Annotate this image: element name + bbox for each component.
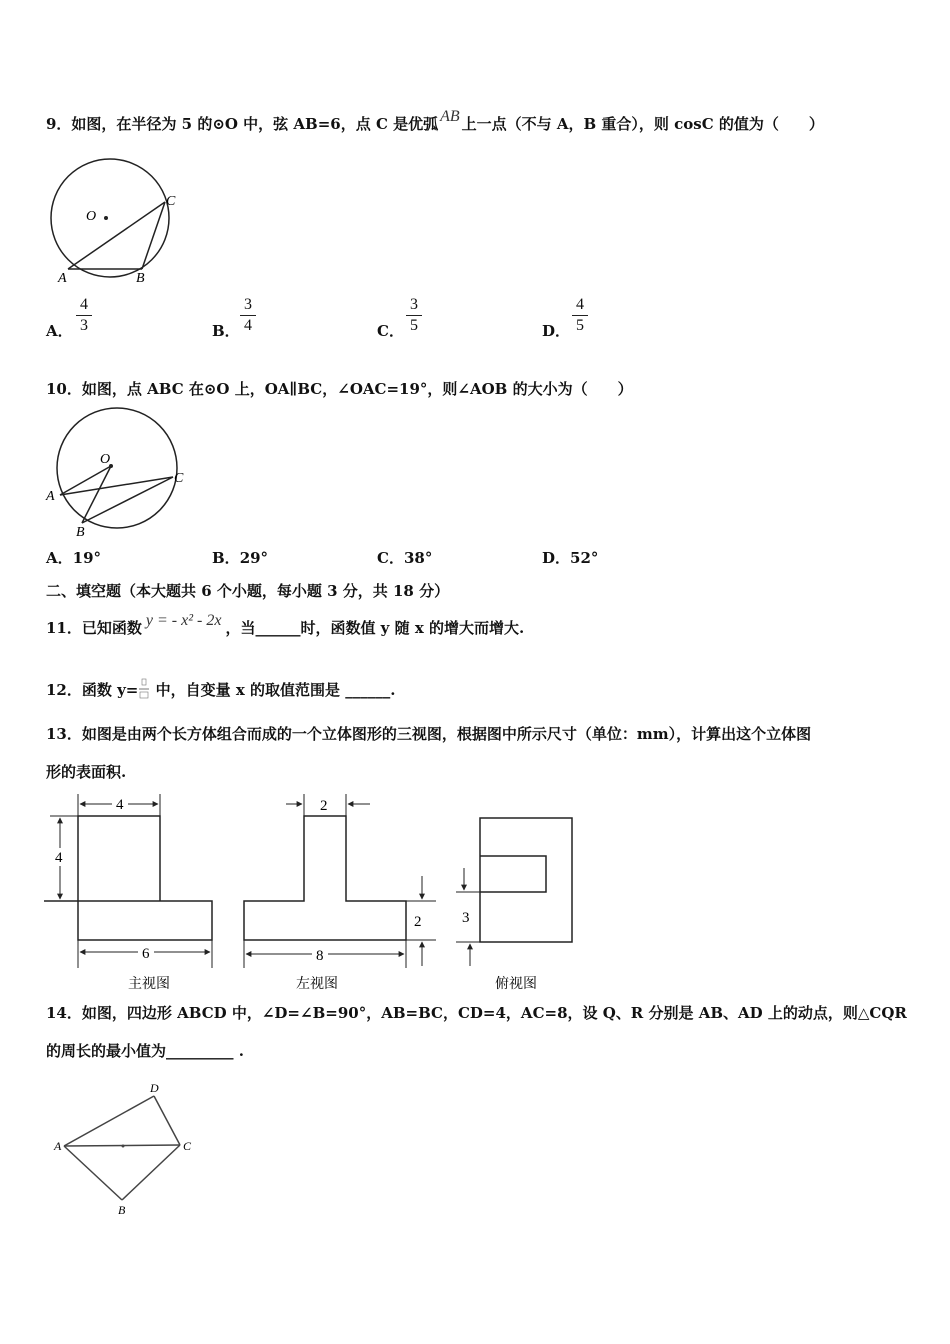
- q9-option-d-letter[interactable]: D．: [542, 322, 571, 340]
- q13-top-view: [456, 818, 572, 992]
- q12-stem-post: 中，自变量 x 的取值范围是 ______.: [150, 681, 396, 699]
- q10-option-b-value: 29°: [239, 549, 269, 567]
- q13-side-dim-bottom: 8: [316, 948, 324, 964]
- q14-label-a: A: [54, 1139, 62, 1153]
- q13-side-view: [244, 794, 436, 992]
- q13-front-dim-top: 4: [116, 797, 124, 813]
- q9-option-d-num: 4: [576, 296, 584, 313]
- q9-stem: [46, 108, 824, 135]
- q9-center-dot: [104, 216, 108, 220]
- q9-label-o: O: [86, 209, 97, 224]
- q9-label-b: B: [136, 271, 145, 286]
- q11-stem-pre: 11．已知函数: [46, 619, 142, 637]
- q14-midpoint-dot: [122, 1145, 125, 1148]
- q9-option-a-letter[interactable]: A．: [46, 322, 73, 340]
- q10-option-a-letter: A．: [46, 549, 73, 567]
- q10-label-a: A: [46, 489, 55, 504]
- q14-segment-ab: [64, 1146, 122, 1200]
- q12-formula-image: [138, 677, 150, 701]
- q9-circle: [51, 159, 169, 277]
- q13-front-dim-left: 4: [55, 850, 63, 866]
- q10-option-b[interactable]: [212, 547, 268, 568]
- q13-stem-line1: 13．如图是由两个长方体组合而成的一个立体图形的三视图，根据图中所示尺寸（单位：mm），计算出这个立体图: [46, 725, 812, 743]
- q9-chord-ac: [68, 202, 165, 269]
- q13-front-caption: 主视图: [128, 976, 170, 992]
- q10-label-b: B: [76, 525, 85, 538]
- q10-stem: 10．如图，点 ABC 在⊙O 上，OA∥BC，∠OAC=19°，则∠AOB 的大小为（ ）: [46, 380, 633, 398]
- q13-front-dim-bottom: 6: [142, 946, 150, 962]
- section-2-heading: 二、填空题（本大题共 6 个小题，每小题 3 分，共 18 分）: [46, 582, 450, 600]
- q13-front-view: [44, 794, 212, 992]
- q9-option-c-fraction[interactable]: [406, 296, 422, 335]
- q14-stem-line2: 的周长的最小值为_________ .: [46, 1042, 244, 1060]
- q10-option-a-value: 19°: [72, 549, 102, 567]
- q9-arc-label: AB: [440, 108, 460, 125]
- q9-option-b-den: 4: [244, 317, 252, 334]
- q14-segment-bc: [122, 1145, 180, 1200]
- q14-segment-ad: [64, 1096, 154, 1146]
- q9-option-d-den: 5: [576, 317, 584, 334]
- q12-stem: [46, 677, 395, 701]
- q14-label-b: B: [118, 1203, 126, 1217]
- q11-stem-post: ，当______时，函数值 y 随 x 的增大而增大.: [225, 619, 525, 637]
- q9-label-c: C: [166, 194, 176, 209]
- q10-option-c[interactable]: [377, 547, 432, 568]
- q9-option-b-letter[interactable]: B．: [212, 322, 240, 340]
- q14-figure: [46, 1080, 206, 1220]
- q9-label-a: A: [58, 271, 67, 286]
- q14-label-d: D: [150, 1081, 159, 1095]
- q13-stem-line2: 形的表面积.: [46, 763, 127, 781]
- q10-option-c-value: 38°: [403, 549, 433, 567]
- q14-stem-line1: 14．如图，四边形 ABCD 中，∠D=∠B=90°，AB=BC，CD=4，AC=8，设 Q、R 分别是 AB、AD 上的动点，则△CQR: [46, 1004, 907, 1022]
- q9-figure: [44, 158, 180, 286]
- q13-side-caption: 左视图: [296, 976, 338, 992]
- q9-option-c-den: 5: [410, 317, 418, 334]
- q13-top-caption: 俯视图: [495, 976, 537, 992]
- q10-option-d[interactable]: [542, 547, 598, 568]
- q10-label-c: C: [174, 471, 184, 486]
- q9-option-b-fraction[interactable]: [240, 296, 256, 335]
- q9-option-a-fraction[interactable]: [76, 296, 92, 335]
- q10-circle: [57, 408, 177, 528]
- q9-option-c-letter[interactable]: C．: [377, 322, 404, 340]
- q14-label-c: C: [183, 1139, 192, 1153]
- q10-option-c-letter: C．: [377, 549, 404, 567]
- q9-stem-post: 上一点（不与 A，B 重合），则 cosC 的值为（ ）: [461, 115, 824, 133]
- q13-top-dim-left: 3: [462, 910, 470, 926]
- q9-stem-pre: 9．如图，在半径为 5 的⊙O 中，弦 AB=6，点 C 是优弧: [46, 115, 439, 133]
- q9-option-c-num: 3: [410, 296, 418, 313]
- q9-option-b-num: 3: [244, 296, 252, 313]
- q9-option-a-num: 4: [80, 296, 88, 313]
- q10-option-d-letter: D．: [542, 549, 571, 567]
- q13-three-views-figure: [40, 790, 580, 1000]
- q13-side-dim-top: 2: [320, 798, 328, 814]
- q13-side-dim-right: 2: [414, 914, 422, 930]
- q9-option-a-den: 3: [80, 317, 88, 334]
- q10-option-b-letter: B．: [212, 549, 240, 567]
- q9-option-d-fraction[interactable]: [572, 296, 588, 335]
- q10-option-d-value: 52°: [570, 549, 599, 567]
- q10-label-o: O: [100, 452, 111, 467]
- q14-segment-dc: [154, 1096, 180, 1145]
- q12-stem-pre: 12．函数 y=: [46, 681, 139, 699]
- q10-figure: [44, 406, 190, 538]
- q11-formula: y = - x² - 2x: [145, 612, 222, 629]
- q11-stem: [46, 612, 525, 639]
- q10-option-a[interactable]: [46, 547, 101, 568]
